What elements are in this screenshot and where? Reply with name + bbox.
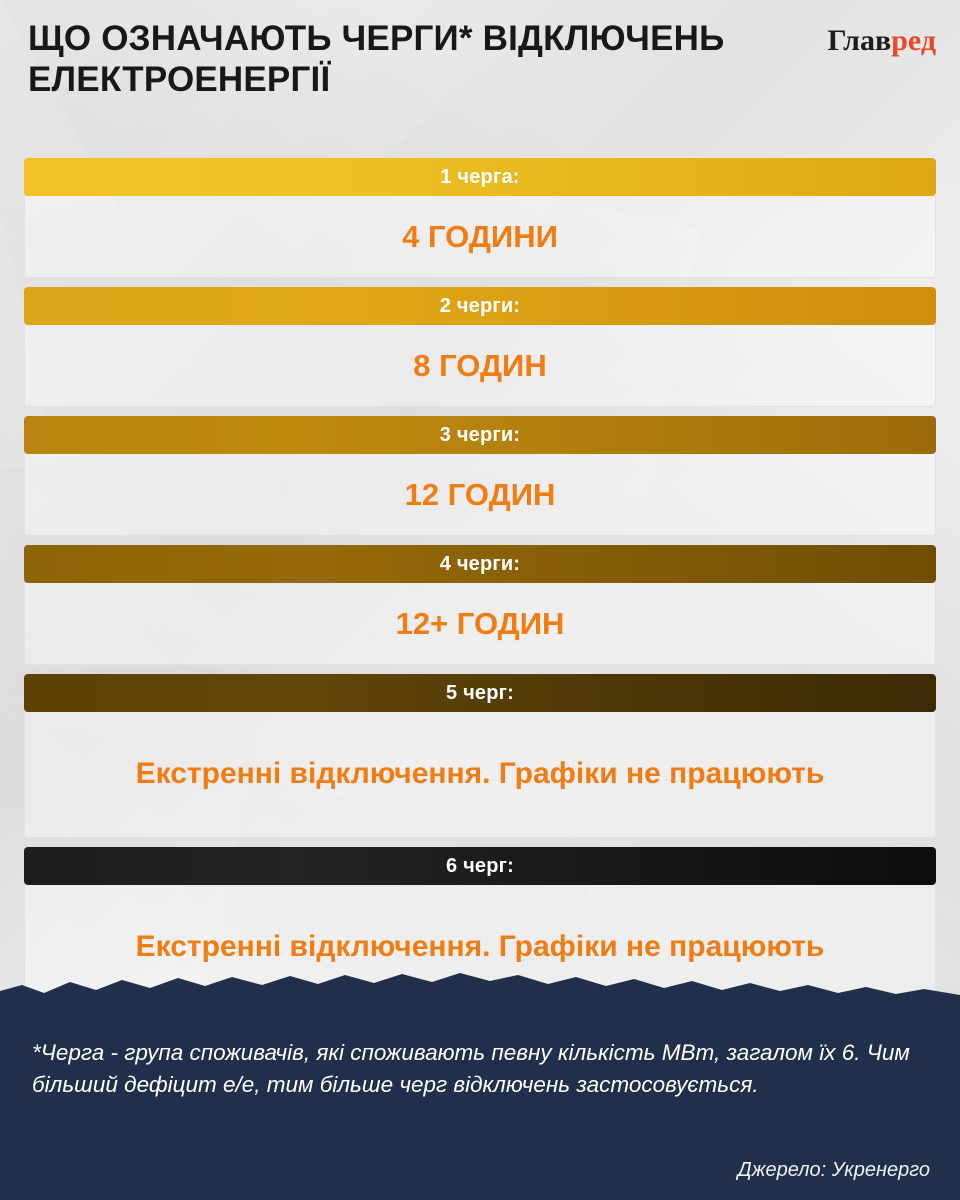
queue-row-header: 1 черга: <box>24 158 936 196</box>
source-text: Джерело: Укренерго <box>737 1159 930 1181</box>
header <box>28 18 936 101</box>
footnote-text: *Черга - група споживачів, які споживають певну кількість МВт, загалом їх 6. Чим більший дефіцит е/е, тим більше черг відключень застосовується. <box>32 1040 910 1097</box>
queue-row-header: 6 черг: <box>24 847 936 885</box>
brand-logo-part1: Глав <box>827 24 892 57</box>
page-title: ЩО ОЗНАЧАЮТЬ ЧЕРГИ* ВІДКЛЮЧЕНЬ ЕЛЕКТРОЕНЕРГІЇ <box>28 19 725 100</box>
brand-logo <box>827 24 936 58</box>
queue-row <box>24 674 936 838</box>
queue-row-header: 2 черги: <box>24 287 936 325</box>
queue-row-value: 8 ГОДИН <box>24 325 936 407</box>
queue-row <box>24 158 936 278</box>
queue-rows <box>24 158 936 1020</box>
queue-row-header: 5 черг: <box>24 674 936 712</box>
queue-row-header: 4 черги: <box>24 545 936 583</box>
queue-row <box>24 416 936 536</box>
footer <box>0 995 960 1200</box>
queue-row-value: 4 ГОДИНИ <box>24 196 936 278</box>
torn-edge-decoration <box>0 973 960 1003</box>
queue-row-header: 3 черги: <box>24 416 936 454</box>
brand-logo-part2: ред <box>891 24 936 57</box>
queue-row-value: 12+ ГОДИН <box>24 583 936 665</box>
queue-row <box>24 545 936 665</box>
queue-row-value: Екстренні відключення. Графіки не працюють <box>24 712 936 838</box>
queue-row-value: Екстренні відключення. Графіки не працюють <box>24 885 936 1011</box>
queue-row <box>24 287 936 407</box>
queue-row-value: 12 ГОДИН <box>24 454 936 536</box>
